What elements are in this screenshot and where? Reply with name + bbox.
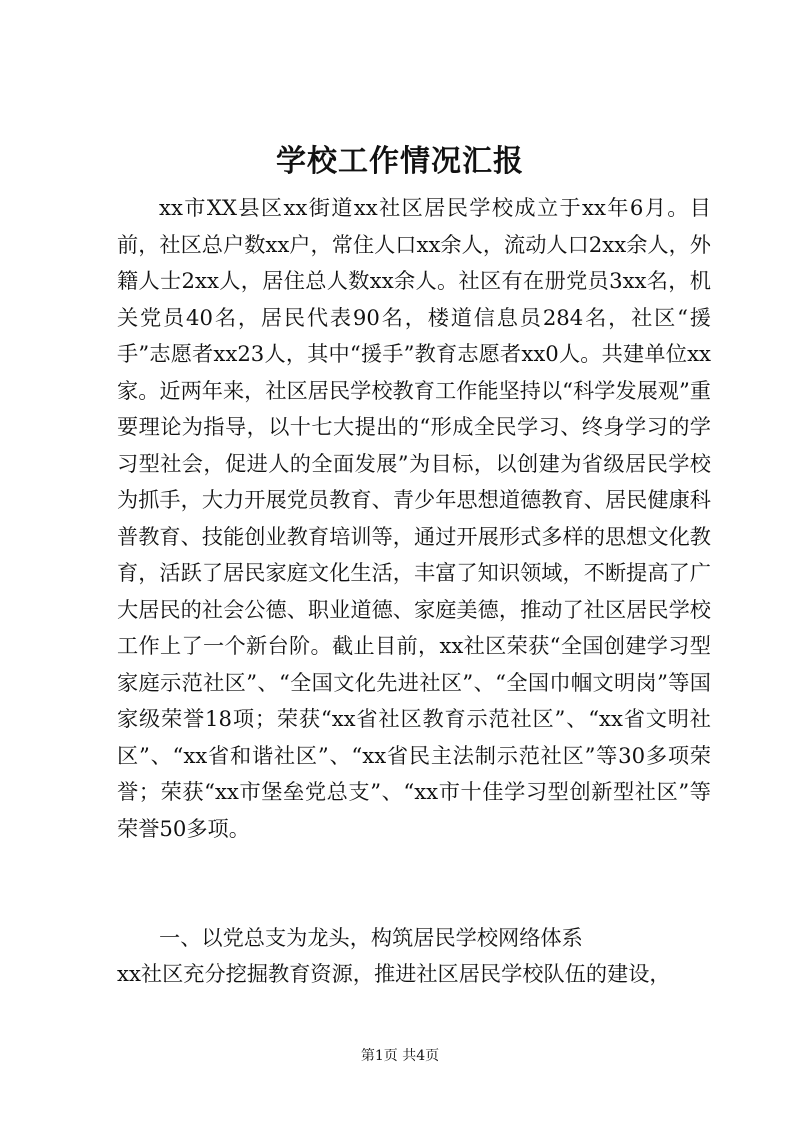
section-heading-1: 一、以党总支为龙头，构筑居民学校网络体系 [159, 925, 583, 950]
body-paragraph-intro: xx市XX县区xx街道xx社区居民学校成立于xx年6月。目前，社区总户数xx户，常住人口xx余人，流动人口2xx余人，外籍人士2xx人，居住总人数xx余人。社区有在册党员3xx名，机关党员40名，居民代表90名，楼道信息员284名，社区“援手”志愿者xx23人，其中“援手”教育志愿者xx0人。共建单位xx家。近两年来，社区居民学校教育工作能坚持以“科学发展观”重要理论为指导，以十七大提出的“形成全民学习、终身学习的学习型社会，促进人的全面发展”为目标，以创建为省级居民学校为抓手，大力开展党员教育、青少年思想道德教育、居民健康科普教育、技能创业教育培训等，通过开展形式多样的思想文化教育，活跃了居民家庭文化生活，丰富了知识领域，不断提高了广大居民的社会公德、职业道德、家庭美德，推动了社区居民学校工作上了一个新台阶。截止目前，xx社区荣获“全国创建学习型家庭示范社区”、“全国文化先进社区”、“全国巾帼文明岗”等国家级荣誉18项；荣获“xx省社区教育示范社区”、“xx省文明社区”、“xx省和谐社区”、“xx省民主法制示范社区”等30多项荣誉；荣获“xx市堡垒党总支”、“xx市十佳学习型创新型社区”等荣誉50多项。 [117, 195, 711, 841]
page-footer: 第1页 共4页 [360, 1048, 440, 1064]
page-title: 学校工作情况汇报 [276, 144, 524, 179]
body-paragraph-section-1: xx社区充分挖掘教育资源，推进社区居民学校队伍的建设， [117, 961, 671, 986]
